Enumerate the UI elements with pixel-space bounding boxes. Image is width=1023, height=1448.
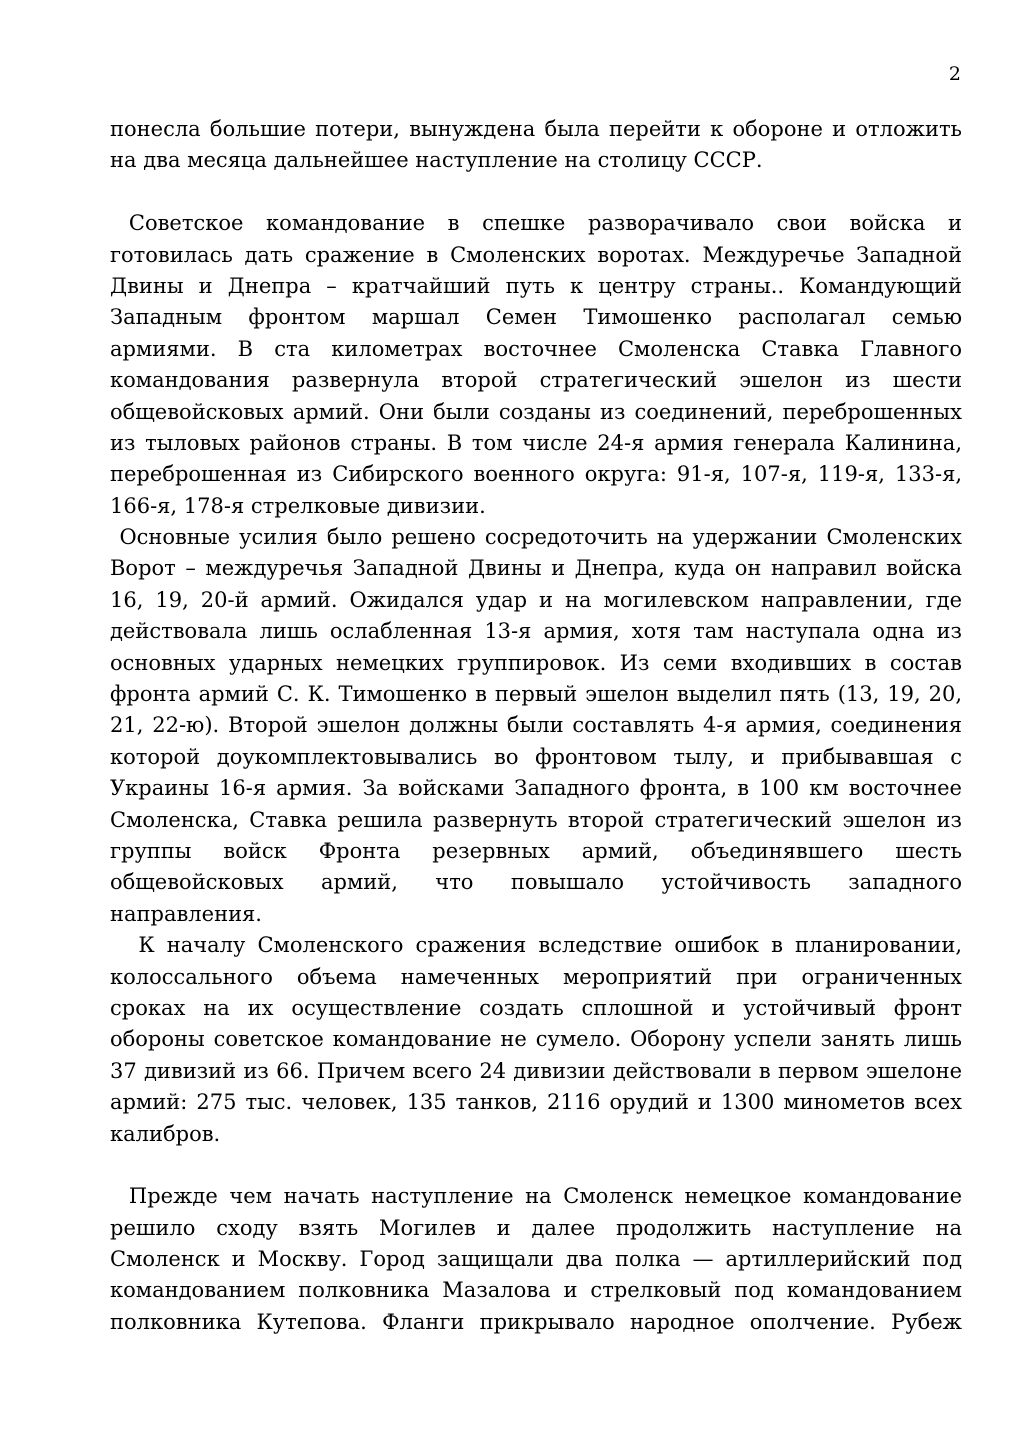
text-line: Украины 16-я армия. За войсками Западного фронта, в 100 км восточнее — [110, 776, 962, 801]
text-line: командованием полковника Мазалова и стрелковый под командованием — [110, 1278, 962, 1303]
text-line: группы войск Фронта резервных армий, объединявшего шесть — [110, 838, 962, 863]
text-line: армиями. В ста километрах восточнее Смоленска Ставка Главного — [110, 336, 962, 361]
paragraph-4 — [110, 930, 962, 1150]
text-line: 16, 19, 20-й армий. Ожидался удар и на могилевском направлении, где — [110, 587, 962, 612]
text-line: направления. — [110, 901, 262, 926]
paragraph-gap — [110, 1150, 962, 1181]
text-line: переброшенная из Сибирского военного округа: 91-я, 107-я, 119-я, 133-я, — [110, 462, 962, 487]
text-line: Смоленска, Ставка решила развернуть второй стратегический эшелон из — [110, 807, 962, 832]
text-line: Двины и Днепра – кратчайший путь к центру страны.. Командующий — [110, 273, 962, 298]
text-line: общевойсковых армий, что повышало устойчивость западного — [110, 870, 962, 895]
paragraph-2 — [110, 208, 962, 522]
page-number: 2 — [948, 63, 961, 85]
text-line: К началу Смоленского сражения вследствие ошибок в планировании, — [138, 933, 962, 958]
text-line: Западным фронтом маршал Семен Тимошенко располагал семью — [110, 305, 962, 330]
paragraph-5 — [110, 1181, 962, 1338]
text-line: основных ударных немецких группировок. Из семи входивших в состав — [110, 650, 962, 675]
text-line: сроках на их осуществление создать сплошной и устойчивый фронт — [110, 995, 962, 1020]
text-line: решило сходу взять Могилев и далее продолжить наступление на — [110, 1215, 962, 1240]
text-line: армий: 275 тыс. человек, 135 танков, 2116 орудий и 1300 минометов всех — [110, 1090, 962, 1115]
text-line: действовала лишь ослабленная 13-я армия, хотя там наступала одна из — [110, 619, 962, 644]
text-line: Смоленск и Москву. Город защищали два полка — артиллерийский под — [110, 1247, 962, 1272]
text-line: калибров. — [110, 1121, 221, 1146]
paragraph-1 — [110, 114, 962, 177]
text-line: из тыловых районов страны. В том числе 24-я армия генерала Калинина, — [110, 430, 962, 455]
text-line: 21, 22-ю). Второй эшелон должны были составлять 4-я армия, соединения — [110, 713, 962, 738]
text-line: обороны советское командование не сумело. Оборону успели занять лишь — [110, 1027, 962, 1052]
text-line: Ворот – междуречья Западной Двины и Днепра, куда он направил войска — [110, 556, 962, 581]
text-line: 166-я, 178-я стрелковые дивизии. — [110, 493, 486, 518]
text-line: 37 дивизий из 66. Причем всего 24 дивизии действовали в первом эшелоне — [110, 1058, 962, 1083]
text-line: общевойсковых армий. Они были созданы из соединений, переброшенных — [110, 399, 962, 424]
text-line: фронта армий С. К. Тимошенко в первый эшелон выделил пять (13, 19, 20, — [110, 682, 962, 707]
text-line: командования развернула второй стратегический эшелон из шести — [110, 368, 962, 393]
text-line: Советское командование в спешке разворачивало свои войска и — [128, 211, 962, 236]
text-line: на два месяца дальнейшее наступление на столицу СССР. — [110, 148, 763, 173]
document-body — [110, 114, 962, 1338]
text-line: полковника Кутепова. Фланги прикрывало народное ополчение. Рубеж — [110, 1309, 962, 1334]
text-line: которой доукомплектовывались во фронтовом тылу, и прибывавшая с — [110, 744, 962, 769]
text-line: Прежде чем начать наступление на Смоленск немецкое командование — [128, 1184, 962, 1209]
text-line: колоссального объема намеченных мероприятий при ограниченных — [110, 964, 962, 989]
text-line: Основные усилия было решено сосредоточить на удержании Смоленских — [119, 525, 962, 550]
text-line: понесла большие потери, вынуждена была перейти к обороне и отложить — [110, 117, 962, 141]
text-line: готовилась дать сражение в Смоленских воротах. Междуречье Западной — [110, 242, 962, 267]
paragraph-3 — [110, 522, 962, 930]
paragraph-gap — [110, 177, 962, 208]
